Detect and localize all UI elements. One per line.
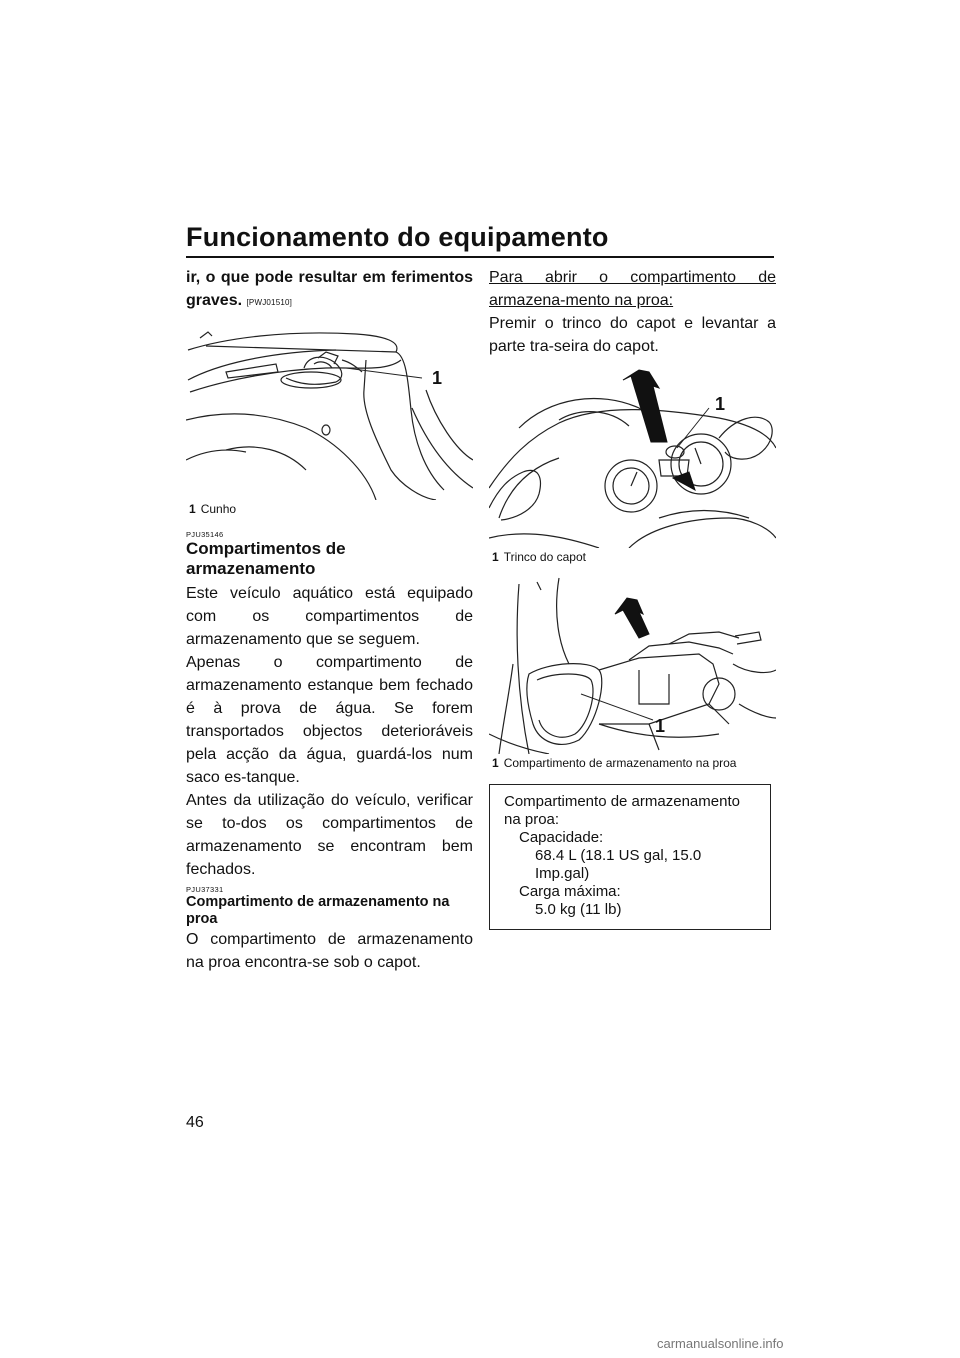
page-title: Funcionamento do equipamento bbox=[186, 222, 609, 252]
callout-1: 1 bbox=[655, 716, 666, 736]
section-storage bbox=[186, 530, 473, 881]
spec-title: Compartimento de armazenamento na proa: bbox=[504, 793, 740, 828]
section-paragraph: Antes da utilização do veículo, verificar se to-dos os compartimentos de armazenamento se encontram bem fechados. bbox=[186, 792, 473, 878]
caption-text: Trinco do capot bbox=[503, 550, 586, 564]
section-paragraph: Apenas o compartimento de armazenamento estanque bem fechado é à prova de água. Se forem transportados objectos deterioráveis pela acção da água, guardá-los num saco es-tanque. bbox=[186, 654, 473, 786]
hood-latch-illustration bbox=[489, 368, 776, 548]
procedure-heading: Para abrir o compartimento de armazena-mento na proa: bbox=[489, 269, 776, 309]
spec-load-value: 5.0 kg (11 lb) bbox=[535, 901, 622, 918]
spec-capacity-value: 68.4 L (18.1 US gal, 15.0 Imp.gal) bbox=[535, 847, 702, 882]
page-number: 46 bbox=[186, 1114, 204, 1131]
warning-code: [PWJ01510] bbox=[246, 298, 293, 307]
figure-caption bbox=[489, 756, 776, 770]
bow-storage-illustration bbox=[489, 574, 776, 754]
cleat-illustration bbox=[186, 320, 473, 500]
callout-1: 1 bbox=[432, 368, 443, 388]
caption-text: Cunho bbox=[200, 502, 237, 516]
caption-number: 1 bbox=[189, 502, 196, 516]
procedure-paragraph: Premir o trinco do capot e levantar a parte tra-seira do capot. bbox=[489, 315, 776, 355]
left-column bbox=[186, 266, 473, 974]
figure-bow-storage bbox=[489, 574, 776, 770]
subsection-paragraph: O compartimento de armazenamento na proa encontra-se sob o capot. bbox=[186, 931, 473, 971]
spec-box bbox=[489, 784, 771, 930]
section-paragraph: Este veículo aquático está equipado com os compartimentos de armazenamento que se seguem. bbox=[186, 585, 473, 648]
warning-continuation bbox=[186, 266, 473, 314]
figure-hood-latch bbox=[489, 368, 776, 564]
spec-capacity-label: Capacidade: bbox=[519, 829, 604, 846]
caption-number: 1 bbox=[492, 756, 499, 770]
figure-caption bbox=[186, 502, 473, 516]
header-rule bbox=[186, 256, 774, 258]
caption-number: 1 bbox=[492, 550, 499, 564]
section-heading: Compartimentos de armazenamento bbox=[186, 539, 346, 578]
section-code: PJU35146 bbox=[186, 530, 224, 539]
figure-caption bbox=[489, 550, 776, 564]
spec-load-label: Carga máxima: bbox=[519, 883, 621, 900]
warning-text: ir, o que pode resultar em ferimentos graves. bbox=[186, 269, 473, 309]
callout-1: 1 bbox=[715, 394, 726, 414]
subsection-heading: Compartimento de armazenamento na proa bbox=[186, 894, 450, 927]
right-column bbox=[489, 266, 776, 930]
caption-text: Compartimento de armazenamento na proa bbox=[503, 756, 737, 770]
figure-cleat bbox=[186, 320, 473, 516]
subsection-bow-storage bbox=[186, 885, 473, 974]
subsection-code: PJU37331 bbox=[186, 885, 224, 894]
footer-watermark: carmanualsonline.info bbox=[657, 1336, 784, 1351]
